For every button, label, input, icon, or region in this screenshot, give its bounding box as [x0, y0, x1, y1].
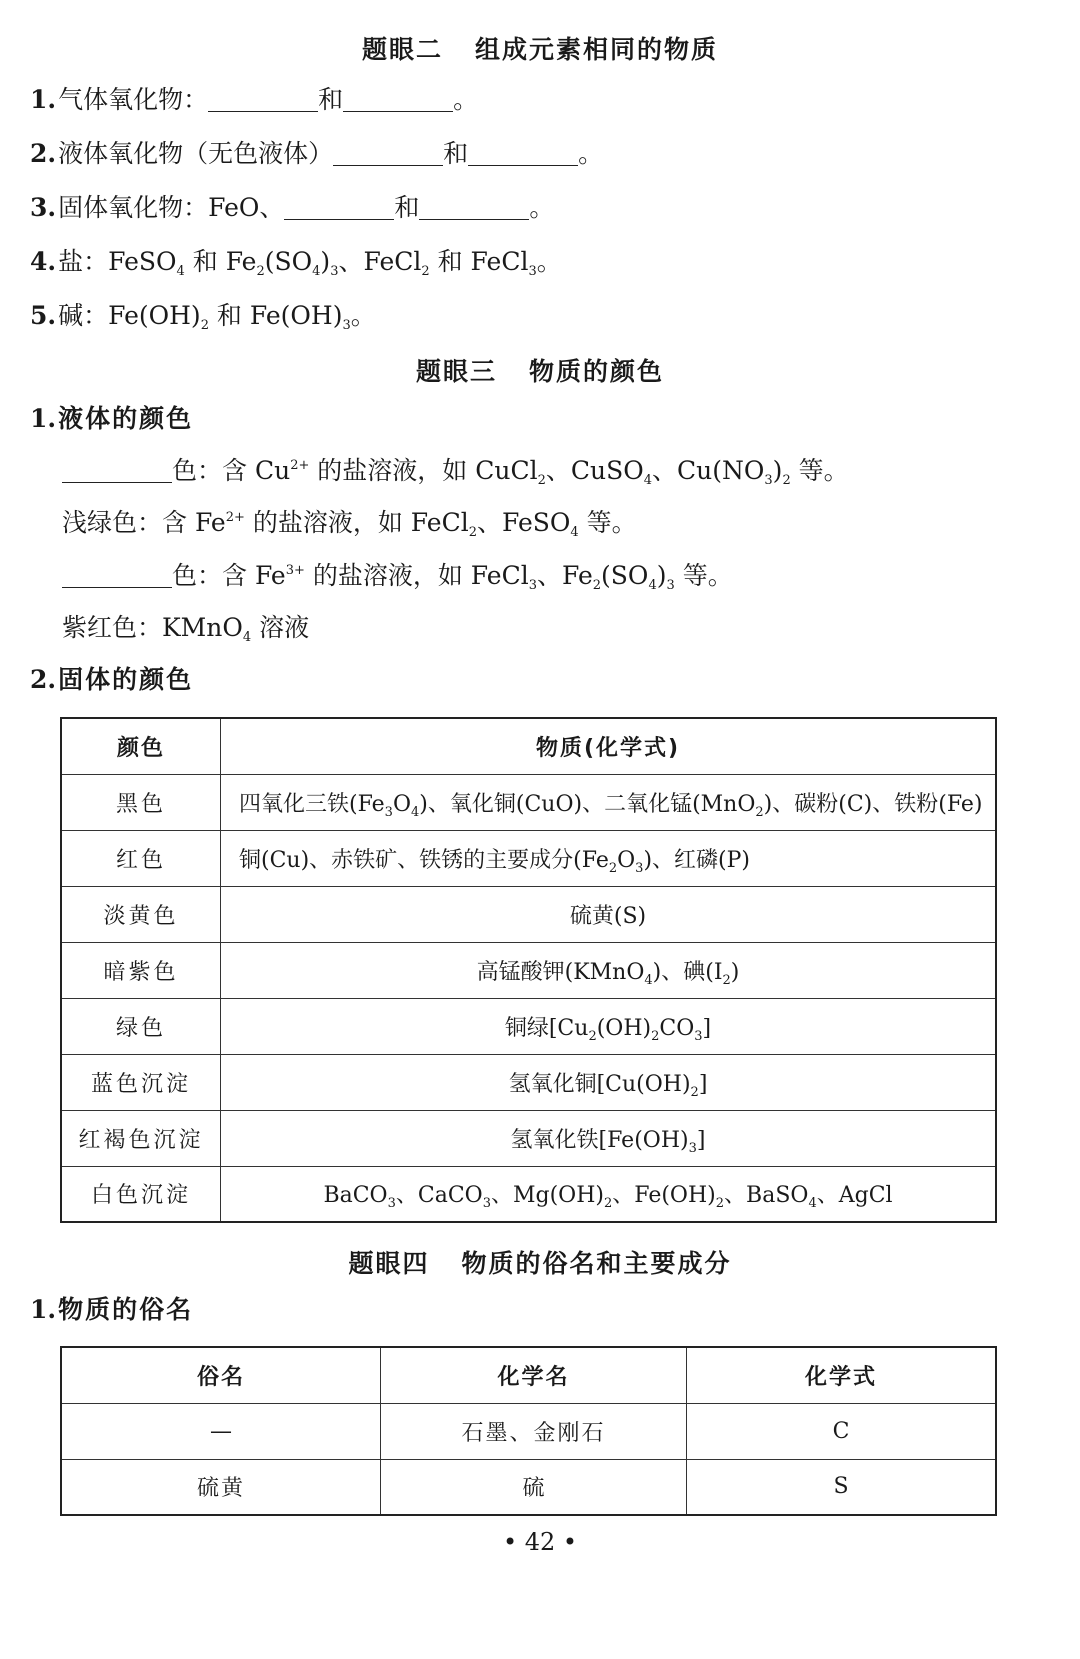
cell-text: 四氧化三铁(Fe — [239, 791, 385, 817]
common-name-table — [60, 1346, 997, 1516]
cell-text: 氢氧化铁[Fe(OH) — [510, 1127, 689, 1153]
item-text: 。 — [578, 139, 604, 168]
color-cell: 红色 — [61, 830, 221, 886]
cell-text: 、BaSO — [724, 1183, 809, 1209]
color-cell: 蓝色沉淀 — [61, 1054, 221, 1110]
subscript: 2 — [722, 972, 731, 988]
s3-liquid-line-2 — [62, 507, 637, 539]
section-heading: 物质的颜色 — [529, 357, 665, 386]
answer-blank[interactable] — [343, 85, 453, 112]
s2-question-5 — [30, 300, 376, 332]
item-text: 和 — [318, 85, 344, 114]
s2-question-1 — [30, 84, 478, 116]
cell-text: 、CaCO — [395, 1183, 483, 1209]
item-text: 等。 — [674, 561, 733, 590]
section-label: 题眼二 — [361, 35, 443, 64]
cell-text: )、红磷(P) — [643, 847, 751, 873]
item-number: 1. — [30, 85, 57, 114]
section-heading: 物质的俗名和主要成分 — [461, 1249, 732, 1278]
item-number: 4. — [30, 247, 57, 276]
item-text: 。 — [529, 193, 555, 222]
item-text: 浅绿色：含 Fe — [62, 508, 226, 537]
answer-blank[interactable] — [62, 561, 172, 588]
cell-text: BaCO — [323, 1183, 388, 1209]
item-text: 等。 — [578, 508, 637, 537]
subscript: 4 — [643, 473, 653, 488]
answer-blank[interactable] — [62, 456, 172, 483]
subscript: 4 — [411, 804, 420, 820]
column-header: 化学名 — [381, 1347, 687, 1403]
subscript: 2 — [782, 473, 791, 488]
subscript: 4 — [242, 630, 252, 645]
column-header: 物质(化学式) — [221, 718, 997, 774]
cell-text: 高锰酸钾(KMnO — [476, 959, 645, 985]
item-number: 1. — [30, 1295, 57, 1324]
subscript: 3 — [384, 804, 393, 820]
subscript: 2 — [651, 1028, 660, 1044]
subscript: 3 — [342, 318, 351, 333]
item-text: 。 — [536, 247, 562, 276]
item-text: (SO — [601, 561, 649, 590]
item-number: 2. — [30, 665, 57, 694]
item-text: ) — [320, 247, 331, 276]
subscript: 2 — [537, 473, 546, 488]
item-text: 等。 — [790, 456, 849, 485]
subscript: 2 — [256, 264, 265, 279]
answer-blank[interactable] — [208, 85, 318, 112]
table-row — [61, 886, 996, 942]
table-row — [61, 774, 996, 830]
color-cell: 绿色 — [61, 998, 221, 1054]
solid-color-table — [60, 717, 997, 1223]
item-text: 。 — [453, 85, 479, 114]
s3-heading-1 — [30, 403, 193, 435]
color-cell: 黑色 — [61, 774, 221, 830]
substance-cell — [221, 1110, 997, 1166]
table-row — [61, 830, 996, 886]
item-text: 和 Fe(OH) — [208, 301, 343, 330]
substance-cell — [221, 1054, 997, 1110]
subscript: 2 — [755, 804, 764, 820]
table-header-row — [61, 1347, 996, 1403]
section-title-4 — [0, 1244, 1080, 1280]
item-number: 1. — [30, 404, 57, 433]
item-text: 和 — [394, 193, 420, 222]
page-number: • 42 • — [502, 1528, 578, 1556]
substance-cell — [221, 830, 997, 886]
subscript: 2 — [200, 318, 209, 333]
chemical-name-cell: 硫 — [381, 1459, 687, 1515]
item-number: 3. — [30, 193, 57, 222]
answer-blank[interactable] — [284, 193, 394, 220]
subheading: 液体的颜色 — [58, 404, 194, 433]
subscript: 2 — [690, 1084, 699, 1100]
table-row — [61, 998, 996, 1054]
cell-text: 铜绿[Cu — [504, 1015, 589, 1041]
cell-text: (OH) — [596, 1015, 652, 1041]
s2-question-4 — [30, 246, 562, 278]
item-number: 2. — [30, 139, 57, 168]
subscript: 2 — [468, 525, 477, 540]
s4-heading-1 — [30, 1294, 193, 1326]
cell-text: CO — [659, 1015, 695, 1041]
item-text: ) — [772, 456, 783, 485]
cell-text: )、氧化铜(CuO)、二氧化锰(MnO — [419, 791, 756, 817]
cell-text: ) — [730, 959, 740, 985]
item-text: 、CuSO — [545, 456, 644, 485]
subscript: 4 — [648, 578, 657, 593]
subscript: 4 — [176, 264, 185, 279]
cell-text: O — [392, 791, 411, 817]
subscript: 3 — [387, 1196, 396, 1212]
section-title-2 — [0, 30, 1080, 66]
subscript: 4 — [570, 525, 579, 540]
item-text: 的盐溶液，如 CuCl — [309, 456, 538, 485]
table-row — [61, 1166, 996, 1222]
item-text: 和 FeCl — [429, 247, 529, 276]
subscript: 4 — [808, 1196, 817, 1212]
cell-text: 铜(Cu)、赤铁矿、铁锈的主要成分(Fe — [239, 847, 609, 873]
table-row — [61, 1403, 996, 1459]
item-text: 固体氧化物：FeO、 — [58, 193, 285, 222]
item-text: 溶液 — [251, 613, 310, 642]
column-header: 俗名 — [61, 1347, 381, 1403]
subscript: 3 — [764, 473, 773, 488]
substance-cell: 硫黄(S) — [221, 886, 997, 942]
cell-text: ] — [702, 1015, 712, 1041]
column-header: 化学式 — [687, 1347, 997, 1403]
subscript: 3 — [528, 578, 537, 593]
item-text: 盐：FeSO — [58, 247, 177, 276]
subscript: 3 — [635, 860, 644, 876]
section-heading: 组成元素相同的物质 — [475, 35, 719, 64]
table-row — [61, 1459, 996, 1515]
subscript: 3 — [688, 1140, 697, 1156]
item-text: 和 Fe — [184, 247, 257, 276]
subscript: 2 — [608, 860, 618, 876]
item-text: 、Fe — [536, 561, 593, 590]
substance-cell — [221, 998, 997, 1054]
section-title-3 — [0, 352, 1080, 388]
table-row — [61, 1054, 996, 1110]
cell-text: 、AgCl — [816, 1183, 893, 1209]
cell-text: )、碘(I — [652, 959, 723, 985]
color-cell: 暗紫色 — [61, 942, 221, 998]
item-text: 。 — [350, 301, 376, 330]
cell-text: O — [617, 847, 636, 873]
item-text: 紫红色：KMnO — [62, 613, 243, 642]
subscript: 2 — [588, 1028, 597, 1044]
color-cell: 白色沉淀 — [61, 1166, 221, 1222]
subscript: 2 — [592, 578, 602, 593]
superscript: 2+ — [290, 458, 310, 473]
item-text: 、FeCl — [338, 247, 422, 276]
cell-text: ] — [696, 1127, 706, 1153]
formula-cell: S — [687, 1459, 997, 1515]
cell-text: 、Fe(OH) — [612, 1183, 716, 1209]
s3-liquid-line-1 — [62, 455, 849, 487]
item-text: 、FeSO — [476, 508, 571, 537]
s3-heading-2 — [30, 664, 193, 696]
formula-cell: C — [687, 1403, 997, 1459]
subheading: 固体的颜色 — [58, 665, 194, 694]
color-cell: 红褐色沉淀 — [61, 1110, 221, 1166]
cell-text: )、碳粉(C)、铁粉(Fe) — [763, 791, 983, 817]
superscript: 2+ — [225, 510, 245, 525]
substance-cell — [221, 774, 997, 830]
subscript: 4 — [312, 264, 321, 279]
substance-cell — [221, 1166, 997, 1222]
section-label: 题眼三 — [415, 357, 497, 386]
item-number: 5. — [30, 301, 57, 330]
subscript: 3 — [694, 1028, 703, 1044]
table-row — [61, 1110, 996, 1166]
answer-blank[interactable] — [468, 139, 578, 166]
subscript: 2 — [421, 264, 430, 279]
item-text: 色：含 Cu — [172, 456, 291, 485]
item-text: 碱：Fe(OH) — [58, 301, 201, 330]
common-name-cell: 硫黄 — [61, 1459, 381, 1515]
s3-liquid-line-3 — [62, 560, 733, 592]
subscript: 3 — [330, 264, 339, 279]
superscript: 3+ — [285, 563, 305, 578]
chemical-name-cell: 石墨、金刚石 — [381, 1403, 687, 1459]
item-text: 液体氧化物（无色液体） — [58, 139, 334, 168]
cell-text: 氢氧化铜[Cu(OH) — [508, 1071, 691, 1097]
subheading: 物质的俗名 — [58, 1295, 194, 1324]
s2-question-2 — [30, 138, 603, 170]
item-text: 气体氧化物： — [58, 85, 209, 114]
item-text: 的盐溶液，如 FeCl — [304, 561, 529, 590]
item-text: 色：含 Fe — [172, 561, 286, 590]
cell-text: ] — [698, 1071, 708, 1097]
subscript: 4 — [644, 972, 653, 988]
answer-blank[interactable] — [333, 139, 443, 166]
s2-question-3 — [30, 192, 554, 224]
answer-blank[interactable] — [419, 193, 529, 220]
substance-cell — [221, 942, 997, 998]
subscript: 2 — [715, 1196, 725, 1212]
table-header-row — [61, 718, 996, 774]
section-label: 题眼四 — [348, 1249, 430, 1278]
column-header: 颜色 — [61, 718, 221, 774]
item-text: 的盐溶液，如 FeCl — [244, 508, 469, 537]
item-text: 、Cu(NO — [652, 456, 765, 485]
item-text: 和 — [443, 139, 469, 168]
cell-text: 、Mg(OH) — [490, 1183, 604, 1209]
subscript: 3 — [666, 578, 675, 593]
subscript: 3 — [528, 264, 537, 279]
item-text: (SO — [264, 247, 313, 276]
item-text: ) — [656, 561, 667, 590]
s3-liquid-line-4 — [62, 612, 309, 644]
subscript: 3 — [482, 1196, 491, 1212]
color-cell: 淡黄色 — [61, 886, 221, 942]
subscript: 2 — [603, 1196, 613, 1212]
common-name-cell: — — [61, 1403, 381, 1459]
table-row — [61, 942, 996, 998]
